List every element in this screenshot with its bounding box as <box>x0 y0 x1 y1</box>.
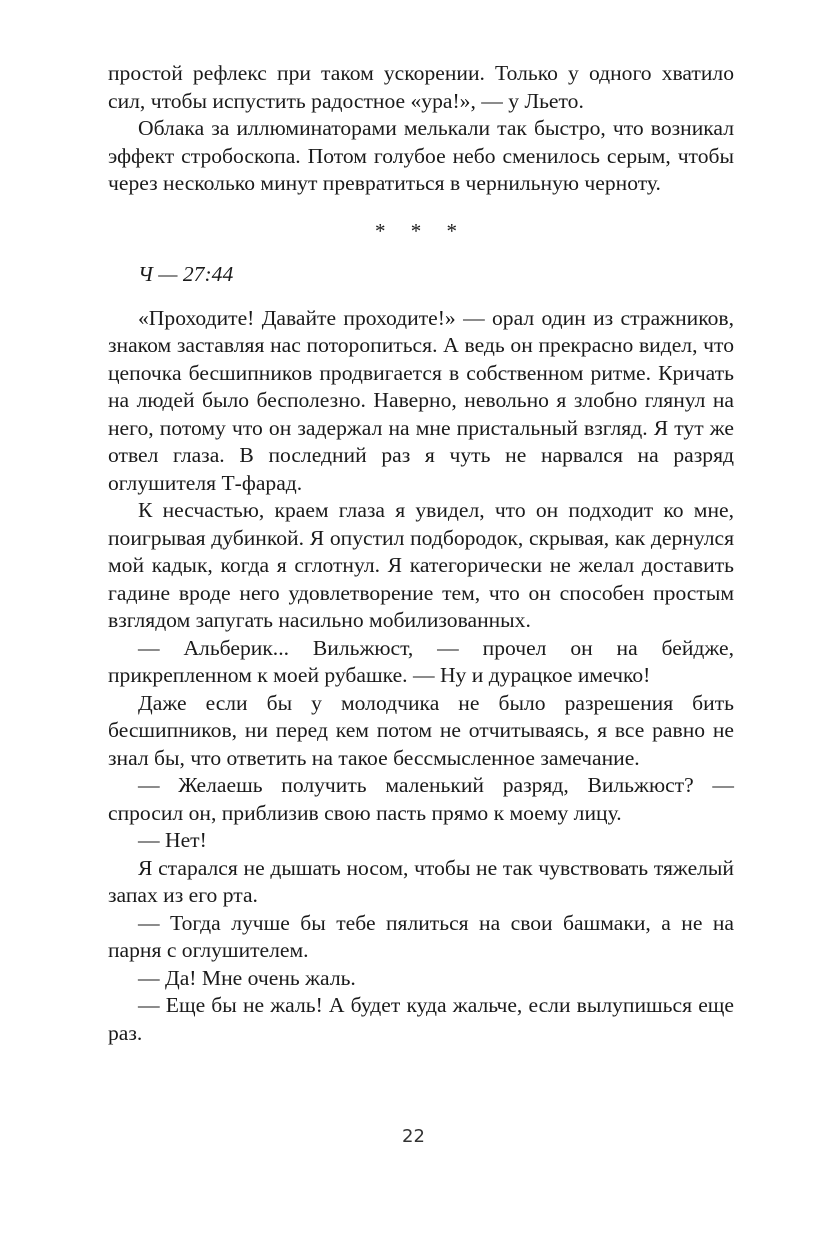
section-separator: * * * <box>375 218 467 243</box>
paragraph: Даже если бы у молодчика не было разрешения бить бесшипников, ни перед кем потом не отчитываясь, я все равно не знал бы, что ответить на такое бессмысленное замечание. <box>108 690 734 770</box>
page-number: 22 <box>402 1126 425 1147</box>
dialogue-line: — Нет! <box>138 828 207 852</box>
paragraph: «Проходите! Давайте проходите!» — орал один из стражников, знаком заставляя нас поторопиться. А ведь он прекрасно видел, что цепочка бесшипников продвигается в собственном ритме. Кричать на людей было бесполезно. Наверно, невольно я злобно глянул на него, потому что он задержал на мне пристальный взгляд. Я тут же отвел глаза. В последний раз я чуть не нарвался на разряд оглушителя Т-фарад. <box>108 305 734 495</box>
paragraph: К несчастью, краем глаза я увидел, что он подходит ко мне, поигрывая дубинкой. Я опустил подбородок, скрывая, как дернулся мой кадык, когда я сглотнул. Я категорически не желал доставить гадине вроде него удовлетворение тем, что он способен простым взглядом запугать насильно мобилизованных. <box>108 498 734 632</box>
book-page <box>108 60 734 1047</box>
dialogue-line: — Желаешь получить маленький разряд, Вильжюст? — спросил он, приблизив свою пасть прямо к моему лицу. <box>108 773 734 825</box>
dialogue-line: — Еще бы не жаль! А будет куда жальче, если вылупишься еще раз. <box>108 993 734 1045</box>
dialogue-line: — Альберик... Вильжюст, — прочел он на бейдже, прикрепленном к моей рубашке. — Ну и дурацкое имечко! <box>108 635 734 687</box>
paragraph-continuation: простой рефлекс при таком ускорении. Только у одного хватило сил, чтобы испустить радостное «ура!», — у Льето. <box>108 61 734 113</box>
dialogue-line: — Да! Мне очень жаль. <box>138 965 356 990</box>
paragraph: Облака за иллюминаторами мелькали так быстро, что возникал эффект стробоскопа. Потом голубое небо сменилось серым, чтобы через несколько минут превратиться в чернильную черноту. <box>108 116 734 195</box>
dialogue-line: — Тогда лучше бы тебе пялиться на свои башмаки, а не на парня с оглушителем. <box>108 910 734 962</box>
chapter-mark: Ч — 27:44 <box>138 262 234 286</box>
paragraph: Я старался не дышать носом, чтобы не так чувствовать тяжелый запах из его рта. <box>108 855 734 907</box>
